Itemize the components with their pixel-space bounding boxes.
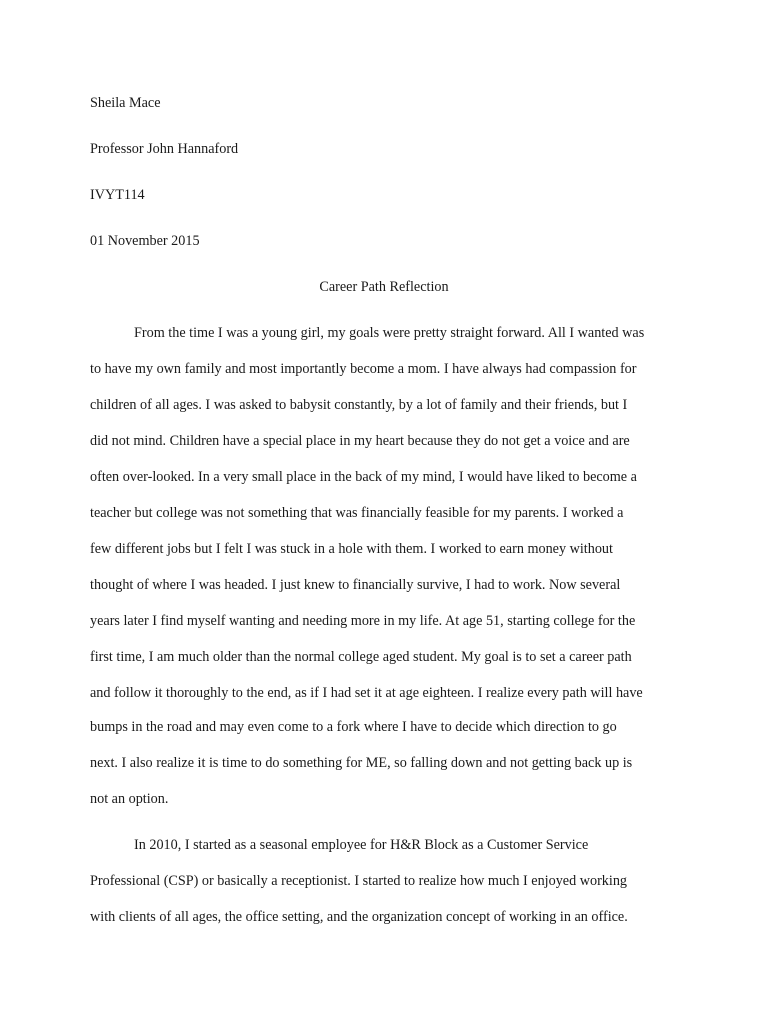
paragraph-line: to have my own family and most importantly become a mom. I have always had compassion for [90,361,637,377]
professor-name: Professor John Hannaford [90,141,239,157]
author-name: Sheila Mace [90,95,161,111]
paragraph-line: Professional (CSP) or basically a receptionist. I started to realize how much I enjoyed working [90,873,628,889]
paragraph-line: thought of where I was headed. I just knew to financially survive, I had to work. Now several [90,577,621,593]
paragraph-line: not an option. [90,791,169,807]
paragraph-line: children of all ages. I was asked to babysit constantly, by a lot of family and their friends, but I [90,397,628,413]
course-code: IVYT114 [90,187,145,203]
paragraph-line: few different jobs but I felt I was stuck in a hole with them. I worked to earn money without [90,541,613,557]
paragraph-line: with clients of all ages, the office setting, and the organization concept of working in an office. [90,909,628,925]
paragraph-line: bumps in the road and may even come to a fork where I have to decide which direction to go [90,719,617,735]
essay-date: 01 November 2015 [90,233,200,249]
paragraph-line: next. I also realize it is time to do something for ME, so falling down and not getting back up is [90,755,633,771]
paragraph-line: often over-looked. In a very small place in the back of my mind, I would have liked to become a [90,469,637,485]
paragraph-line: In 2010, I started as a seasonal employee for H&R Block as a Customer Service [134,837,589,853]
essay-title: Career Path Reflection [319,279,449,295]
paragraph-line: and follow it thoroughly to the end, as if I had set it at age eighteen. I realize every path will have [90,685,643,701]
paragraph-line: did not mind. Children have a special place in my heart because they do not get a voice and are [90,433,630,449]
paragraph-line: From the time I was a young girl, my goals were pretty straight forward. All I wanted was [134,325,645,341]
paragraph-line: years later I find myself wanting and needing more in my life. At age 51, starting college for the [90,613,636,629]
paragraph-line: first time, I am much older than the normal college aged student. My goal is to set a career path [90,649,632,665]
paragraph-line: teacher but college was not something that was financially feasible for my parents. I worked a [90,505,624,521]
